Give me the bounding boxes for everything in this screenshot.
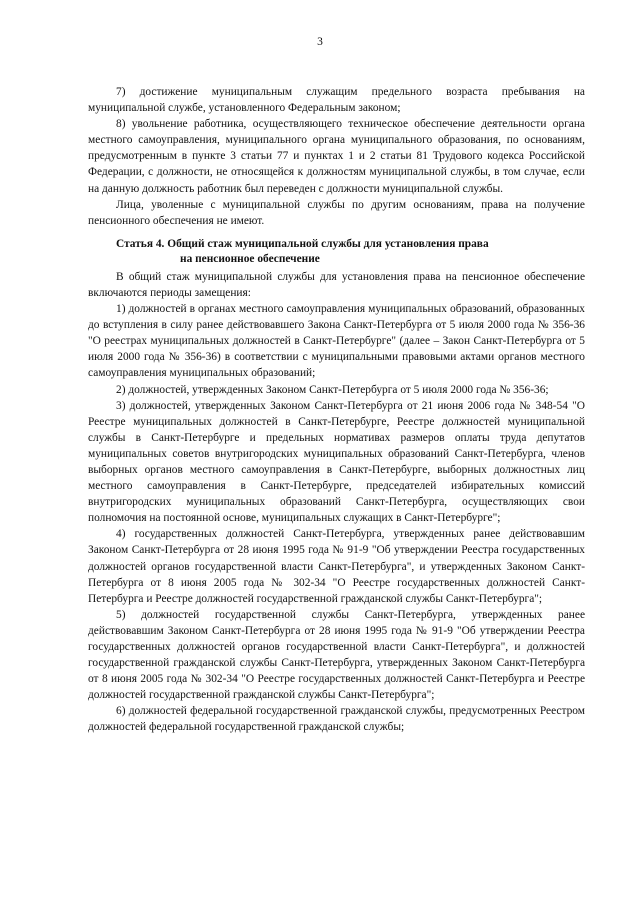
paragraph-item-8: 8) увольнение работника, осуществляющего техническое обеспечение деятельности органа местного самоуправления, муниципального органа муниципального образования, по основаниям, предусмотренным в пункте 3 статьи 77 и пунктах 1 и 2 статьи 81 Трудового кодекса Российской Федерации, с должности, не относящейся к должностям муниципальной службы, в том случае, если на данную должность работник был переведен с должности муниципальной службы. [88, 118, 585, 195]
article-4-title-line2: на пенсионное обеспечение [180, 252, 320, 265]
article-4-item-2: 2) должностей, утвержденных Законом Санкт-Петербурга от 5 июля 2000 года № 356-36; [116, 383, 549, 396]
paragraph-item-7: 7) достижение муниципальным служащим предельного возраста пребывания на муниципальной службе, установленного Федеральным законом; [88, 86, 585, 115]
article-4-item-1: 1) должностей в органах местного самоуправления муниципальных образований, образованных до вступления в силу ранее действовавшего Закона Санкт-Петербурга от 5 июля 2000 года № 356-36 "О реестрах муниципальных должностей в Санкт-Петербурге" (далее – Закон Санкт-Петербурга от 5 июля 2000 года № 356-36) в соответствии с муниципальными правовыми актами органов местного самоуправления муниципальных образований; [88, 303, 585, 380]
document-body [88, 84, 585, 736]
article-4-intro: В общий стаж муниципальной службы для установления права на пенсионное обеспечение включаются периоды замещения: [88, 270, 585, 299]
article-4-item-5: 5) должностей государственной службы Санкт-Петербурга, утвержденных ранее действовавшим Законом Санкт-Петербурга от 28 июня 1995 года № 91-9 "Об утверждении Реестра государственных должностей органов государственной власти Санкт-Петербурга", и должностей государственной гражданской службы Санкт-Петербурга, утвержденных Законом Санкт-Петербурга от 8 июня 2005 года № 302-34 "О Реестре государственных должностей Санкт-Петербурга и Реестре должностей государственной гражданской службы Санкт-Петербурга"; [88, 608, 585, 702]
article-4-heading [88, 237, 585, 267]
article-4-item-6: 6) должностей федеральной государственной гражданской службы, предусмотренных Реестром должностей федеральной государственной гражданской службы; [88, 705, 585, 734]
article-4-item-3: 3) должностей, утвержденных Законом Санкт-Петербурга от 21 июня 2006 года № 348-54 "О Реестре муниципальных должностей в Санкт-Петербурге, Реестре должностей муниципальной службы в Санкт-Петербурге и предельных нормативах размеров оплаты труда депутатов муниципальных советов внутригородских муниципальных образований Санкт-Петербурга, членов выборных органов местного самоуправления в Санкт-Петербурге, выборных должностных лиц местного самоуправления в Санкт-Петербурге, председателей избирательных комиссий внутригородских муниципальных образований Санкт-Петербурга, осуществляющих свои полномочия на постоянной основе, муниципальных служащих в Санкт-Петербурге"; [88, 399, 585, 525]
article-4-item-4: 4) государственных должностей Санкт-Петербурга, утвержденных ранее действовавшим Законом Санкт-Петербурга от 28 июня 1995 года № 91-9 "Об утверждении Реестра государственных должностей органов государственной власти Санкт-Петербурга", и утвержденных Законом Санкт-Петербурга от 8 июня 2005 года № 302-34 "О Реестре государственных должностей Санкт-Петербурга и Реестре должностей государственной гражданской службы Санкт-Петербурга"; [88, 528, 585, 605]
paragraph-other-grounds: Лица, уволенные с муниципальной службы по другим основаниям, права на получение пенсионного обеспечения не имеют. [88, 198, 585, 227]
article-4-title-line1: Статья 4. Общий стаж муниципальной службы для установления права [116, 237, 489, 250]
page-number: 3 [317, 36, 323, 48]
